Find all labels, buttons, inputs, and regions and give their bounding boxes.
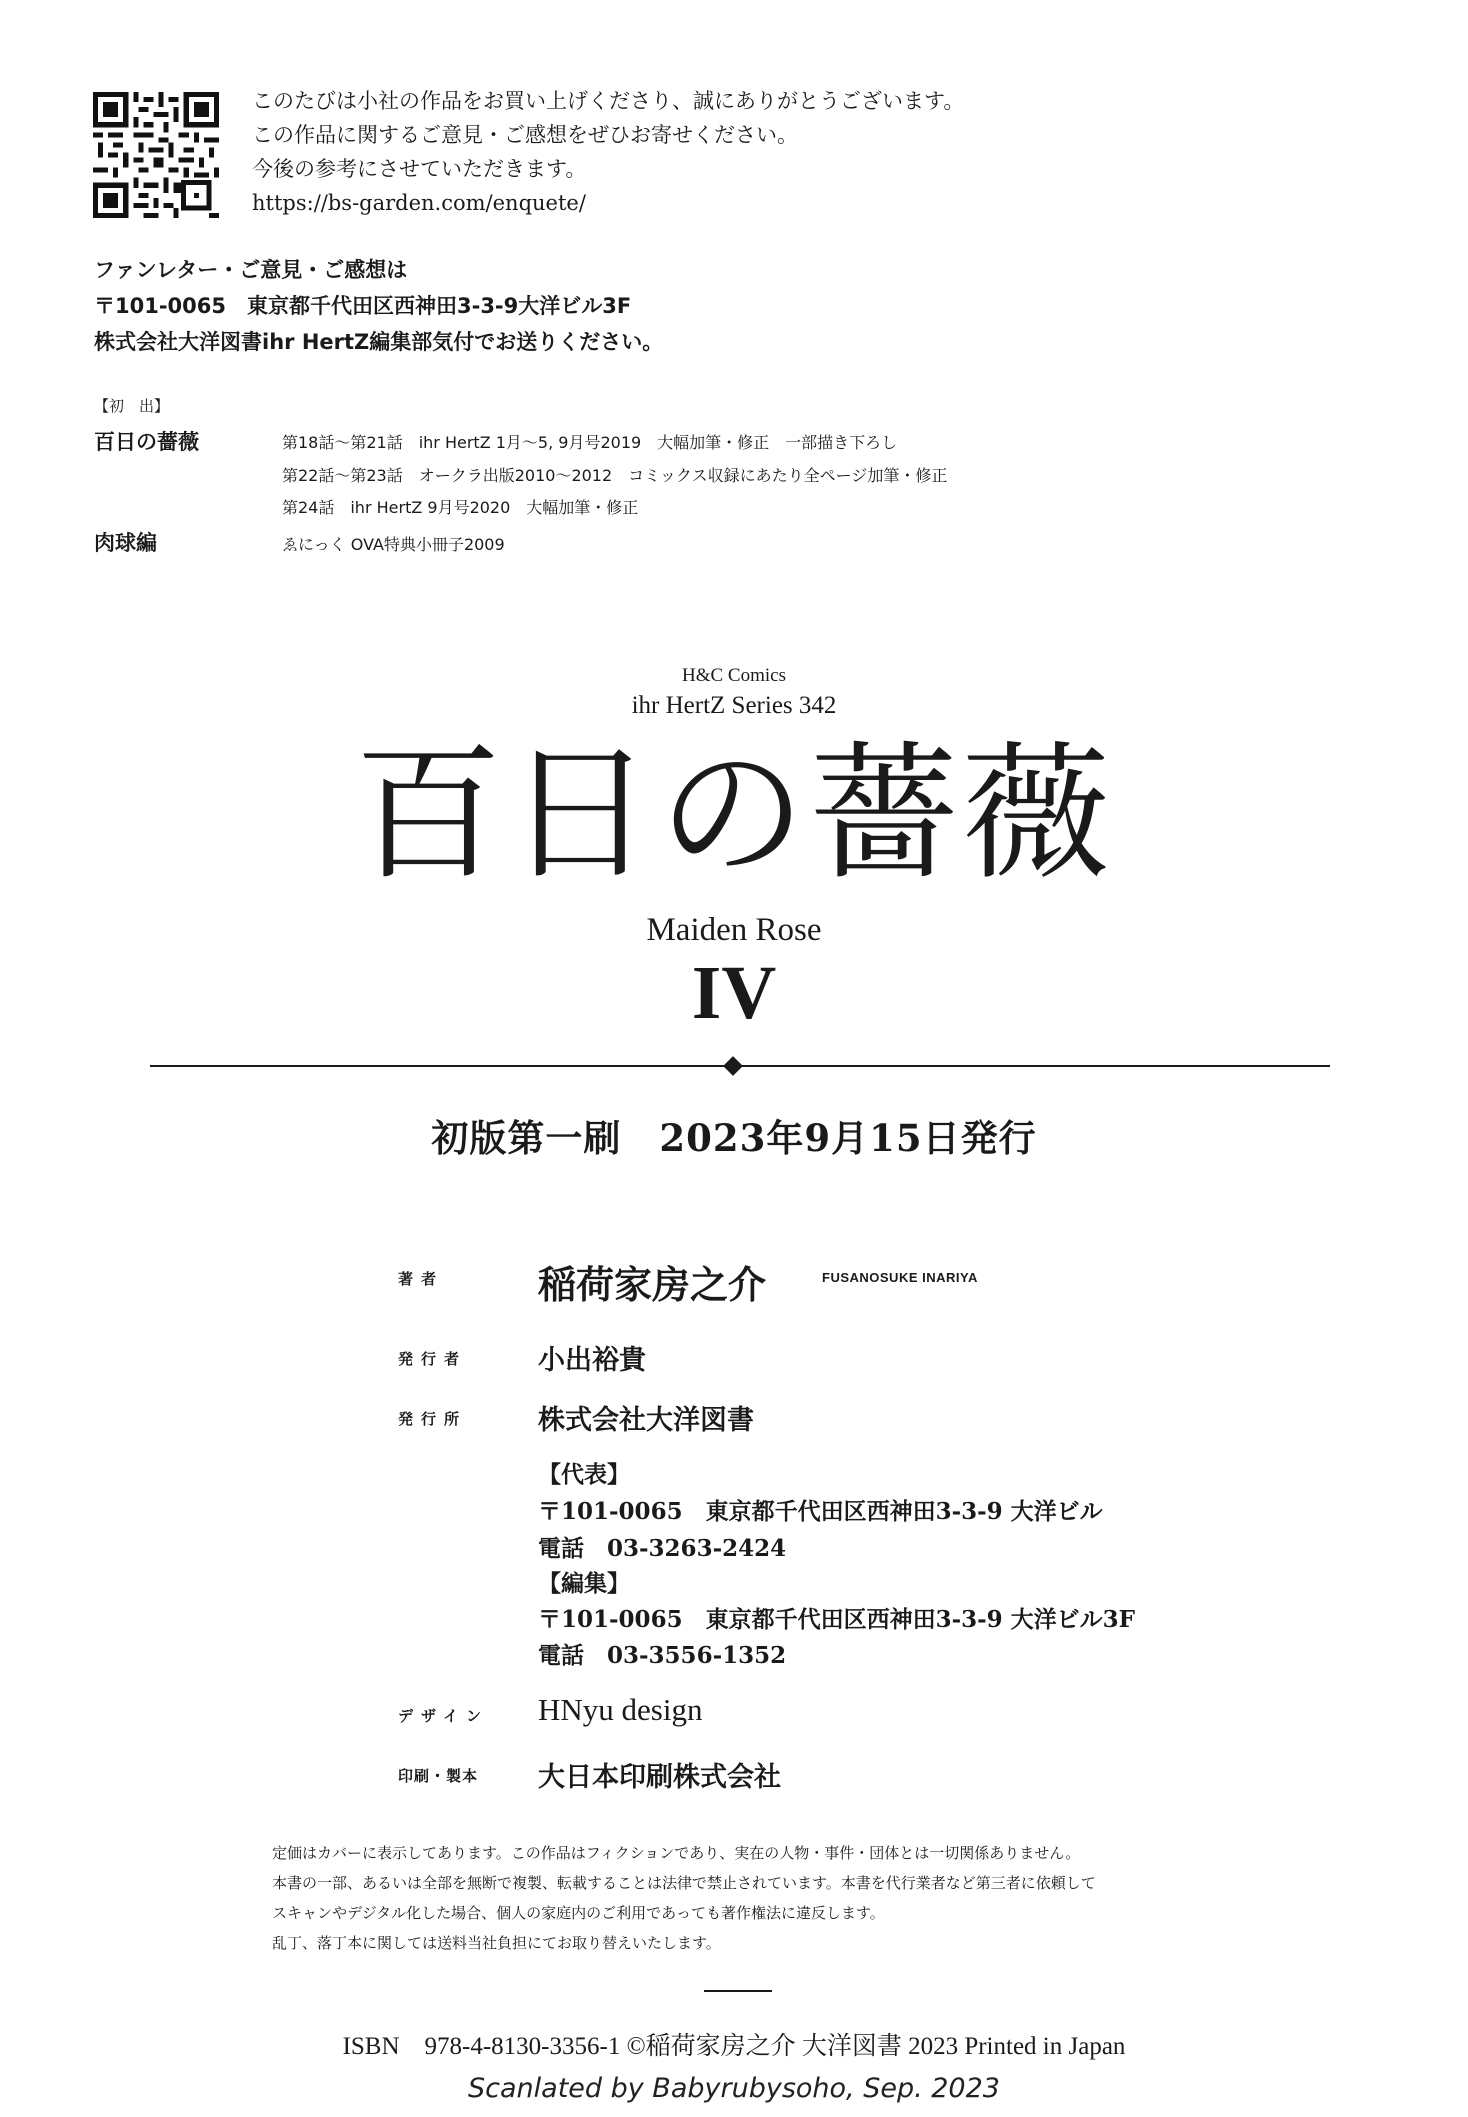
author-romaji: FUSANOSUKE INARIYA — [822, 1270, 978, 1285]
scan-credit: Scanlated by Babyrubysoho, Sep. 2023 — [468, 2073, 1000, 2104]
rep-phone: 電話 03-3263-2424 — [538, 1535, 787, 1562]
book-title: 百日の薔薇 — [354, 728, 1114, 900]
edit-phone: 電話 03-3556-1352 — [538, 1642, 787, 1669]
fanletter-line: ファンレター・ご意見・ご感想は — [94, 258, 408, 282]
volume-number: IV — [691, 951, 777, 1035]
chapter-line: 第22話～第23話 オークラ出版2010～2012 コミックス収録にあたり全ページ加筆・修正 — [282, 466, 948, 485]
fanletter-address: 〒101-0065 東京都千代田区西神田3-3-9大洋ビル3F — [94, 294, 632, 318]
chapter-line: 第24話 ihr HertZ 9月号2020 大幅加筆・修正 — [282, 498, 639, 517]
divider-ornament — [723, 1056, 743, 1076]
rep-address: 〒101-0065 東京都千代田区西神田3-3-9 大洋ビル — [538, 1498, 1103, 1525]
survey-line: このたびは小社の作品をお買い上げくださり、誠にありがとうございます。 — [252, 89, 965, 113]
legal-line: スキャンやデジタル化した場合、個人の家庭内のご利用であっても著作権法に違反します。 — [272, 1904, 885, 1922]
series-label: H&C Comics — [682, 665, 786, 686]
edit-heading: 【編集】 — [538, 1570, 630, 1597]
fanletter-block — [94, 252, 663, 360]
rep-heading: 【代表】 — [538, 1461, 630, 1488]
fanletter-line: 株式会社大洋図書ihr HertZ編集部気付でお送りください。 — [94, 330, 664, 354]
company-label: 発行所 — [398, 1410, 468, 1428]
survey-line: 今後の参考にさせていただきます。 — [252, 157, 587, 181]
isbn-line: ISBN 978-4-8130-3356-1 ©稲荷家房之介 大洋図書 2023 Printed in Japan — [342, 2033, 1126, 2060]
first-publication-title: 百日の薔薇 — [94, 430, 199, 454]
short-divider — [704, 1990, 772, 1992]
chapter-line: 第18話～第21話 ihr HertZ 1月～5, 9月号2019 大幅加筆・修正 一部描き下ろし — [282, 433, 898, 452]
survey-line: この作品に関するご意見・ご感想をぜひお寄せください。 — [252, 123, 798, 147]
legal-notes — [272, 1838, 1096, 1958]
legal-line: 乱丁、落丁本に関しては送料当社負担にてお取り替えいたします。 — [272, 1934, 721, 1952]
design-studio: HNyu design — [538, 1692, 703, 1727]
extra-title: 肉球編 — [94, 531, 157, 555]
printer-name: 大日本印刷株式会社 — [538, 1762, 781, 1793]
publisher-label: 発行者 — [398, 1350, 468, 1368]
survey-block — [252, 84, 964, 220]
company-name: 株式会社大洋図書 — [538, 1405, 754, 1436]
series-number: ihr HertZ Series 342 — [631, 692, 837, 719]
edition-date: 初版第一刷 2023年9月15日発行 — [431, 1116, 1037, 1160]
print-label: 印刷・製本 — [398, 1767, 479, 1785]
survey-url-link[interactable]: https://bs-garden.com/enquete/ — [252, 191, 586, 215]
author-label: 著者 — [398, 1270, 445, 1288]
publisher-name: 小出裕貴 — [538, 1345, 646, 1376]
book-subtitle: Maiden Rose — [646, 912, 822, 948]
legal-line: 定価はカバーに表示してあります。この作品はフィクションであり、実在の人物・事件・団体とは一切関係ありません。 — [272, 1844, 1081, 1862]
first-publication-heading: 【初 出】 — [94, 397, 170, 415]
qr-code[interactable] — [92, 92, 220, 218]
edit-address: 〒101-0065 東京都千代田区西神田3-3-9 大洋ビル3F — [538, 1606, 1136, 1633]
legal-line: 本書の一部、あるいは全部を無断で複製、転載することは法律で禁止されています。本書を代行業者など第三者に依頼して — [272, 1874, 1096, 1892]
author-name: 稲荷家房之介 — [538, 1262, 767, 1307]
design-label: デザイン — [398, 1707, 489, 1725]
extra-source: ゑにっく OVA特典小冊子2009 — [282, 535, 505, 554]
